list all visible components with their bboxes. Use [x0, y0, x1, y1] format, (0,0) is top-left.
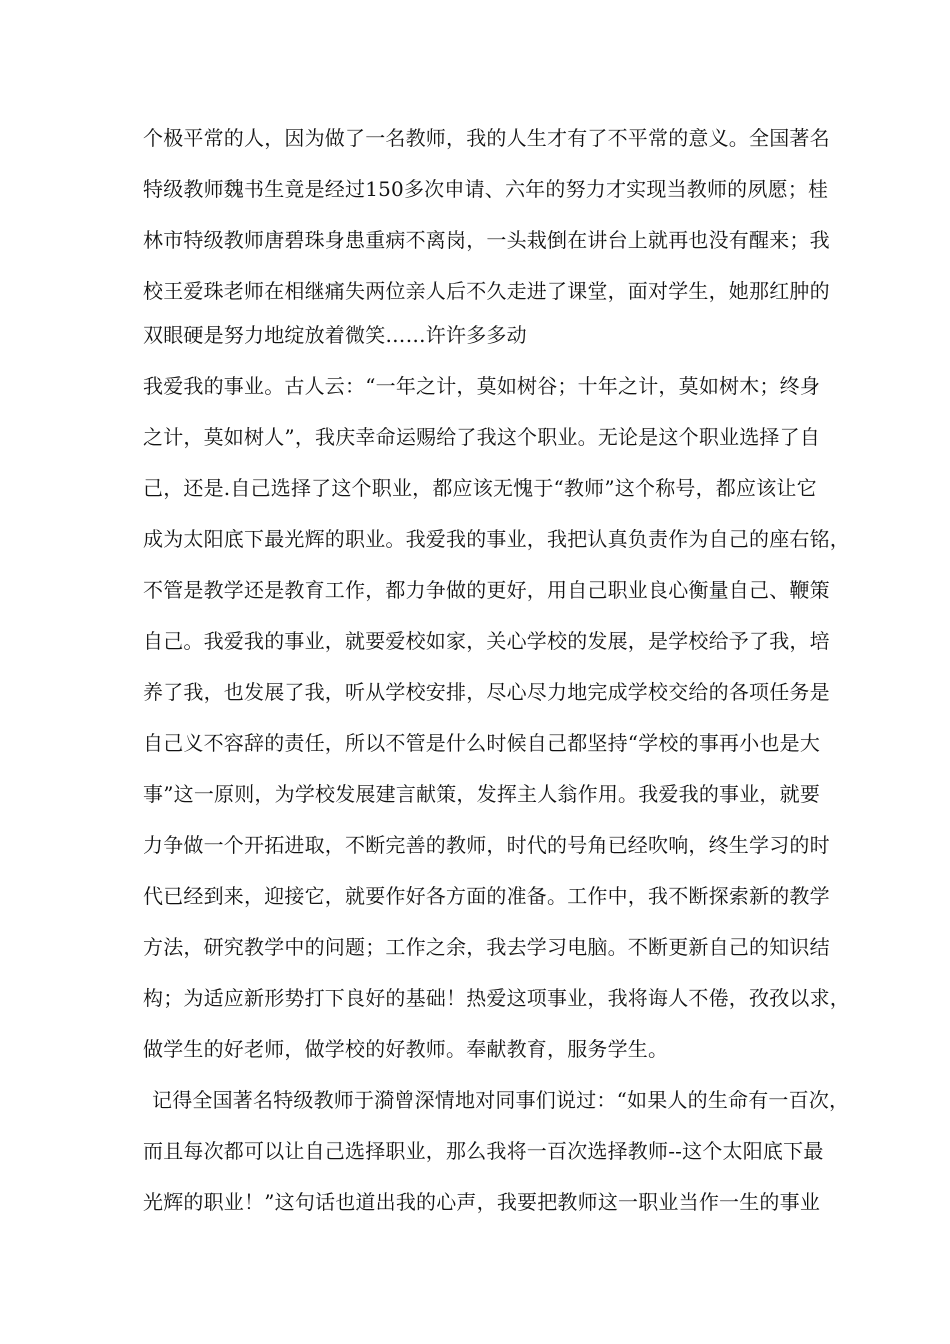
text-line: 构；为适应新形势打下良好的基础！热爱这项事业，我将诲人不倦，孜孜以求， [143, 986, 850, 1010]
text-line: 不管是教学还是教育工作，都力争做的更好，用自己职业良心衡量自己、鞭策 [143, 578, 830, 602]
text-line: 事”这一原则，为学校发展建言献策，发挥主人翁作用。我爱我的事业，就要 [143, 782, 821, 806]
text-line: 代已经到来，迎接它，就要作好各方面的准备。工作中，我不断探索新的教学 [143, 884, 830, 908]
text-line: 而且每次都可以让自己选择职业，那么我将一百次选择教师--这个太阳底下最 [143, 1139, 824, 1163]
text-line: 林市特级教师唐碧珠身患重病不离岗，一头栽倒在讲台上就再也没有醒来；我 [143, 228, 830, 252]
text-line: 个极平常的人，因为做了一名教师，我的人生才有了不平常的意义。全国著名 [143, 126, 830, 150]
text-line: 自己义不容辞的责任，所以不管是什么时候自己都坚持“学校的事再小也是大 [143, 731, 821, 755]
text-line: 做学生的好老师，做学校的好教师。奉献教育，服务学生。 [143, 1037, 669, 1061]
text-line: 养了我，也发展了我，听从学校安排，尽心尽力地完成学校交给的各项任务是 [143, 680, 830, 704]
text-line: 双眼硬是努力地绽放着微笑……许许多多动 [143, 323, 527, 347]
text-line: 我爱我的事业。古人云：“一年之计，莫如树谷；十年之计，莫如树木；终身 [143, 374, 821, 398]
text-line: 成为太阳底下最光辉的职业。我爱我的事业，我把认真负责作为自己的座右铭， [143, 527, 850, 551]
text-line: 特级教师魏书生竟是经过150多次申请、六年的努力才实现当教师的夙愿；桂 [143, 177, 829, 201]
text-line: 校王爱珠老师在相继痛失两位亲人后不久走进了课堂，面对学生，她那红肿的 [143, 279, 830, 303]
text-line: 力争做一个开拓进取，不断完善的教师，时代的号角已经吹响，终生学习的时 [143, 833, 830, 857]
text-line: 之计，莫如树人”，我庆幸命运赐给了我这个职业。无论是这个职业选择了自 [143, 425, 821, 449]
text-line: 己，还是.自己选择了这个职业，都应该无愧于“教师”这个称号，都应该让它 [143, 476, 817, 500]
text-line: 自己。我爱我的事业，就要爱校如家，关心学校的发展，是学校给予了我，培 [143, 629, 830, 653]
text-line: 方法，研究教学中的问题；工作之余，我去学习电脑。不断更新自己的知识结 [143, 935, 830, 959]
text-line: 记得全国著名特级教师于漪曾深情地对同事们说过：“如果人的生命有一百次， [152, 1088, 850, 1112]
text-line: 光辉的职业！”这句话也道出我的心声，我要把教师这一职业当作一生的事业 [143, 1190, 821, 1214]
